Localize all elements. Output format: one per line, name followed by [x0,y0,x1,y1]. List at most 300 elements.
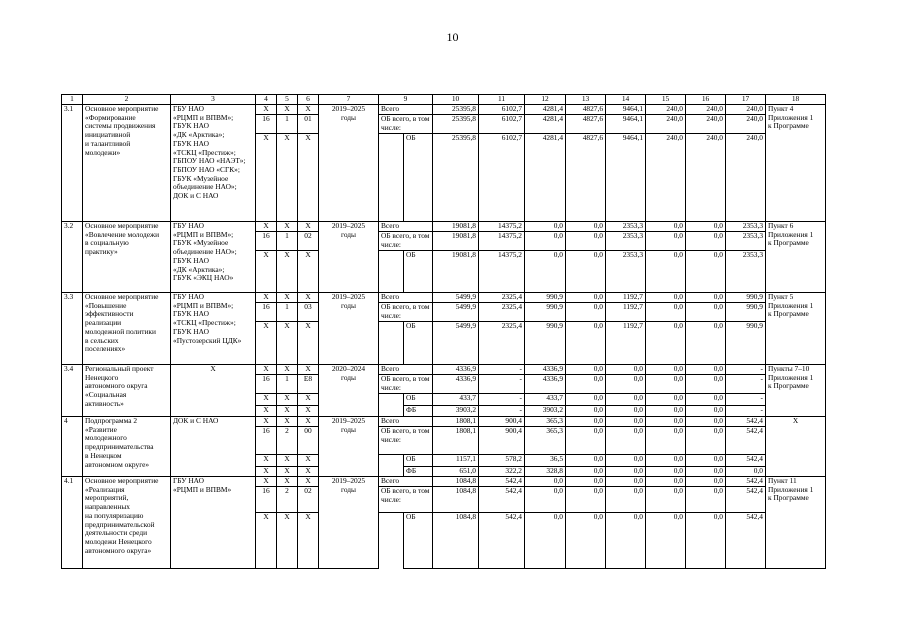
executor-cell [171,417,256,477]
value-cell: 1157,1 [433,455,479,467]
text-line: ГБУК НАО [173,309,209,319]
value-cell: 0,0 [686,251,726,293]
source-cell: ОБ всего, в том числе: [379,487,433,513]
code-cell: X [298,394,319,406]
text-line: ГБУ НАО [173,221,204,230]
value-cell: 240,0 [686,115,726,134]
text-line: годы [340,372,357,382]
text-line: X [792,416,799,425]
executor-cell [171,222,256,293]
value-cell: 4281,4 [525,115,566,134]
value-cell: 542,4 [479,513,525,569]
text-line: «Социальная [85,390,127,400]
value-cell: 0,0 [646,467,686,477]
value-cell: 9464,1 [606,105,646,115]
text-line: «Формирование [85,112,136,122]
value-cell: 0,0 [646,303,686,322]
text-line: объединение НАО»; [173,247,237,257]
text-line: годы [340,424,357,434]
value-cell: 0,0 [525,232,566,251]
text-line: мероприятий, [85,493,129,503]
source-cell: Всего [379,222,433,232]
value-cell: 4281,4 [525,134,566,222]
source-cell: Всего [379,293,433,303]
code-cell: 2 [277,427,298,455]
code-cell: X [298,105,319,115]
value-cell: 990,9 [525,322,566,365]
value-cell: 0,0 [566,487,606,513]
value-cell: 1808,1 [433,427,479,455]
value-cell: 0,0 [606,467,646,477]
value-cell: 0,0 [686,417,726,427]
value-cell: 0,0 [686,487,726,513]
period-cell [319,293,379,365]
source-indent-cell [379,251,404,293]
value-cell: 0,0 [606,455,646,467]
page-number: 10 [446,30,459,44]
value-cell: - [479,365,525,375]
header-cell: 17 [726,95,766,105]
executor-cell [171,477,256,569]
source-sub-cell: ОБ [404,455,433,467]
text-line: деятельности среди [85,528,148,538]
value-cell: 6102,7 [479,134,525,222]
text-line: Основное мероприятие [85,221,159,230]
value-cell: 0,0 [606,477,646,487]
value-cell: 0,0 [646,232,686,251]
value-cell: 0,0 [606,513,646,569]
text-line: ГБУ НАО [173,476,204,485]
text-line: ГБУК НАО [173,121,209,131]
source-cell: ОБ всего, в том числе: [379,375,433,394]
note-cell [766,477,826,569]
value-cell: 0,0 [646,375,686,394]
text-line: «Реализация [85,484,125,494]
value-cell: 0,0 [686,394,726,406]
text-line: Пункт 5 [768,292,794,301]
value-cell: 542,4 [726,417,766,427]
code-cell: 01 [298,115,319,134]
value-cell: 2325,4 [479,293,525,303]
note-cell [766,365,826,417]
value-cell: 0,0 [606,427,646,455]
value-cell: 0,0 [646,513,686,569]
value-cell: 2353,3 [606,251,646,293]
value-cell: 0,0 [646,394,686,406]
text-line: Основное мероприятие [85,104,159,113]
header-cell: 9 [379,95,433,105]
header-cell: 16 [686,95,726,105]
text-line: «РЦМП и ВПВМ»; [173,229,234,239]
code-cell: X [256,134,277,222]
value-cell: 0,0 [566,467,606,477]
text-line: Основное мероприятие [85,476,159,485]
value-cell: 1192,7 [606,303,646,322]
value-cell: 0,0 [686,375,726,394]
text-line: в сельских [85,335,119,345]
text-line: в социальную [85,238,129,248]
header-cell: 18 [766,95,826,105]
code-cell: X [256,394,277,406]
value-cell: - [726,375,766,394]
text-line: годы [340,112,357,122]
period-cell [319,365,379,417]
value-cell: 433,7 [525,394,566,406]
table-row [62,417,826,427]
value-cell: - [479,394,525,406]
text-line: Пункт 11 [768,476,797,485]
value-cell: 0,0 [646,293,686,303]
text-line: Приложения 1 [768,229,814,239]
code-cell: X [277,105,298,115]
text-line: годы [340,300,357,310]
text-line: реализации [85,318,122,328]
code-cell: X [298,406,319,417]
value-cell: 0,0 [606,417,646,427]
value-cell: 19081,8 [433,222,479,232]
text-line: Приложения 1 [768,484,814,494]
budget-table [61,94,826,569]
value-cell: 365,3 [525,417,566,427]
header-cell: 13 [566,95,606,105]
text-line: Пункты 7–10 [768,364,810,373]
code-cell: X [298,467,319,477]
text-line: предпринимательской [85,519,155,529]
value-cell: 19081,8 [433,232,479,251]
value-cell: 900,4 [479,417,525,427]
executor-cell [171,293,256,365]
value-cell: 240,0 [646,105,686,115]
value-cell: 0,0 [566,417,606,427]
source-sub-cell: ОБ [404,134,433,222]
source-sub-cell: ОБ [404,394,433,406]
value-cell: 0,0 [606,394,646,406]
text-line: «Вовлечение молодежи [85,229,160,239]
code-cell: X [256,222,277,232]
value-cell: 0,0 [566,513,606,569]
value-cell: 240,0 [726,105,766,115]
value-cell: 990,9 [525,293,566,303]
text-line: ГБПОУ НАО «НАЭТ»; [173,156,246,166]
value-cell: 0,0 [525,513,566,569]
code-cell: X [256,417,277,427]
value-cell: 900,4 [479,427,525,455]
text-line: ГБУК НАО [173,326,209,336]
header-cell: 11 [479,95,525,105]
value-cell: 1084,8 [433,513,479,569]
value-cell: 0,0 [646,322,686,365]
value-cell: 5499,9 [433,303,479,322]
source-indent-cell [379,394,404,406]
text-line: Пункт 4 [768,104,794,113]
text-line: автономного округа» [85,545,152,555]
code-cell: X [277,251,298,293]
period-cell [319,417,379,477]
value-cell: 0,0 [606,487,646,513]
value-cell: 542,4 [726,427,766,455]
code-cell: 16 [256,115,277,134]
text-line: «РЦМП и ВПВМ»; [173,300,234,310]
text-line: Ненецкого [85,372,119,382]
value-cell: 4281,4 [525,105,566,115]
value-cell: 2353,3 [606,222,646,232]
text-line: ДОК и С НАО [173,416,219,425]
value-cell: 0,0 [686,222,726,232]
value-cell: 0,0 [566,394,606,406]
text-line: автономного округа [85,381,148,391]
code-cell: X [298,365,319,375]
code-cell: 00 [298,427,319,455]
value-cell: 19081,8 [433,251,479,293]
code-cell: X [277,222,298,232]
value-cell: 2325,4 [479,322,525,365]
code-cell: X [256,293,277,303]
value-cell: 0,0 [566,232,606,251]
value-cell: 0,0 [606,375,646,394]
source-sub-cell: ОБ [404,513,433,569]
value-cell: 0,0 [525,477,566,487]
text-line: и талантливой [85,138,131,148]
activity-name-cell [83,417,171,477]
value-cell: 3903,2 [433,406,479,417]
activity-name-cell [83,105,171,222]
value-cell: 0,0 [646,222,686,232]
text-line: к Программе [768,121,809,131]
value-cell: 2353,3 [726,232,766,251]
value-cell: 0,0 [686,232,726,251]
code-cell: X [256,322,277,365]
value-cell: 0,0 [686,455,726,467]
value-cell: 36,5 [525,455,566,467]
value-cell: 4827,6 [566,115,606,134]
header-cell: 10 [433,95,479,105]
text-line: X [210,364,216,373]
source-sub-cell: ФБ [404,406,433,417]
text-line: к Программе [768,493,809,503]
value-cell: 0,0 [646,406,686,417]
code-cell: 1 [277,375,298,394]
code-cell: X [277,293,298,303]
value-cell: 0,0 [646,477,686,487]
text-line: «ДК «Арктика»; [173,264,225,274]
code-cell: X [256,513,277,569]
row-number-cell: 4.1 [62,477,83,569]
code-cell: 02 [298,487,319,513]
text-line: поселениях» [85,344,126,354]
note-cell [766,417,826,477]
text-line: «ТСКЦ «Престиж»; [173,318,236,328]
value-cell: 542,4 [479,487,525,513]
text-line: «ДК «Арктика»; [173,130,225,140]
code-cell: E8 [298,375,319,394]
text-line: «РЦМП и ВПВМ» [173,484,232,494]
row-number-cell: 3.3 [62,293,83,365]
code-cell: 1 [277,115,298,134]
text-line: к Программе [768,238,809,248]
text-line: годы [340,229,357,239]
code-cell: X [277,406,298,417]
value-cell: 240,0 [686,134,726,222]
text-line: автономном округе» [85,459,150,469]
value-cell: - [726,394,766,406]
text-line: инициативной [85,130,131,140]
code-cell: X [298,293,319,303]
value-cell: 0,0 [726,467,766,477]
code-cell: X [277,477,298,487]
text-line: «Повышение [85,300,127,310]
code-cell: X [256,477,277,487]
text-line: Пункт 6 [768,221,794,230]
text-line: эффективности [85,309,134,319]
value-cell: 0,0 [646,417,686,427]
text-line: активность» [85,398,124,408]
source-sub-cell: ОБ [404,251,433,293]
value-cell: 240,0 [646,115,686,134]
value-cell: 0,0 [686,365,726,375]
text-line: молодежи Ненецкого [85,536,152,546]
header-cell: 7 [319,95,379,105]
table-row [62,365,826,375]
value-cell: 2353,3 [606,232,646,251]
text-line: системы продвижения [85,121,156,131]
value-cell: 322,2 [479,467,525,477]
table-row [62,222,826,232]
source-cell: Всего [379,477,433,487]
code-cell: X [256,406,277,417]
value-cell: 542,4 [479,477,525,487]
code-cell: X [298,222,319,232]
code-cell: X [256,365,277,375]
row-number-cell: 4 [62,417,83,477]
value-cell: 14375,2 [479,251,525,293]
text-line: предпринимательства [85,442,154,452]
value-cell: 0,0 [606,406,646,417]
text-line: «Пустозерский ЦДК» [173,335,242,345]
header-row [62,95,826,105]
text-line: ДОК и С НАО [173,191,219,201]
value-cell: 4336,9 [433,365,479,375]
value-cell: 0,0 [566,222,606,232]
source-cell: Всего [379,417,433,427]
value-cell: 1084,8 [433,477,479,487]
header-cell: 2 [83,95,171,105]
value-cell: 0,0 [686,427,726,455]
period-cell [319,222,379,293]
value-cell: 0,0 [646,427,686,455]
value-cell: 25395,8 [433,134,479,222]
code-cell: X [277,394,298,406]
text-line: Основное мероприятие [85,292,159,301]
source-cell: ОБ всего, в том числе: [379,303,433,322]
text-line: Приложения 1 [768,372,814,382]
value-cell: 0,0 [646,455,686,467]
value-cell: 0,0 [686,477,726,487]
text-line: 2019–2025 [331,416,366,425]
code-cell: 16 [256,232,277,251]
header-cell: 4 [256,95,277,105]
text-line: «ТСКЦ «Престиж»; [173,147,236,157]
text-line: ГБУ НАО [173,292,204,301]
header-cell: 14 [606,95,646,105]
value-cell: 990,9 [525,303,566,322]
text-line: ГБУК НАО [173,138,209,148]
value-cell: 14375,2 [479,222,525,232]
code-cell: X [277,134,298,222]
value-cell: 4336,9 [525,365,566,375]
period-cell [319,477,379,569]
value-cell: 4336,9 [525,375,566,394]
value-cell: 990,9 [726,303,766,322]
value-cell: 0,0 [566,427,606,455]
code-cell: X [298,455,319,467]
code-cell: 16 [256,375,277,394]
executor-cell [171,105,256,222]
value-cell: 5499,9 [433,293,479,303]
text-line: практику» [85,247,118,257]
header-cell: 12 [525,95,566,105]
value-cell: 14375,2 [479,232,525,251]
text-line: ГБУ НАО [173,104,204,113]
source-indent-cell [379,322,404,365]
code-cell: X [256,105,277,115]
value-cell: 0,0 [686,303,726,322]
text-line: к Программе [768,309,809,319]
value-cell: 0,0 [686,513,726,569]
code-cell: X [277,365,298,375]
source-sub-cell: ОБ [404,322,433,365]
value-cell: 651,0 [433,467,479,477]
value-cell: 1192,7 [606,322,646,365]
value-cell: 9464,1 [606,115,646,134]
header-cell: 5 [277,95,298,105]
value-cell: 6102,7 [479,105,525,115]
value-cell: 240,0 [686,105,726,115]
table-row [62,105,826,115]
code-cell: 16 [256,427,277,455]
value-cell: 4827,6 [566,134,606,222]
text-line: молодежного [85,433,127,443]
text-line: 2020–2024 [331,364,366,373]
value-cell: 0,0 [686,467,726,477]
text-line: молодежи» [85,147,121,157]
period-cell [319,105,379,222]
code-cell: X [256,251,277,293]
text-line: ГБУК «Музейное [173,173,229,183]
value-cell: 542,4 [726,487,766,513]
code-cell: X [256,455,277,467]
source-cell: ОБ всего, в том числе: [379,232,433,251]
code-cell: X [256,467,277,477]
activity-name-cell [83,365,171,417]
value-cell: 240,0 [646,134,686,222]
text-line: в Ненецком [85,450,122,460]
value-cell: 0,0 [566,251,606,293]
row-number-cell: 3.1 [62,105,83,222]
value-cell: 2353,3 [726,251,766,293]
value-cell: 365,3 [525,427,566,455]
value-cell: 0,0 [686,406,726,417]
source-cell: Всего [379,365,433,375]
activity-name-cell [83,222,171,293]
value-cell: 240,0 [726,115,766,134]
text-line: 2019–2025 [331,104,366,113]
value-cell: 6102,7 [479,115,525,134]
activity-name-cell [83,293,171,365]
source-indent-cell [379,134,404,222]
value-cell: - [479,406,525,417]
code-cell: X [298,322,319,365]
value-cell: 0,0 [566,293,606,303]
